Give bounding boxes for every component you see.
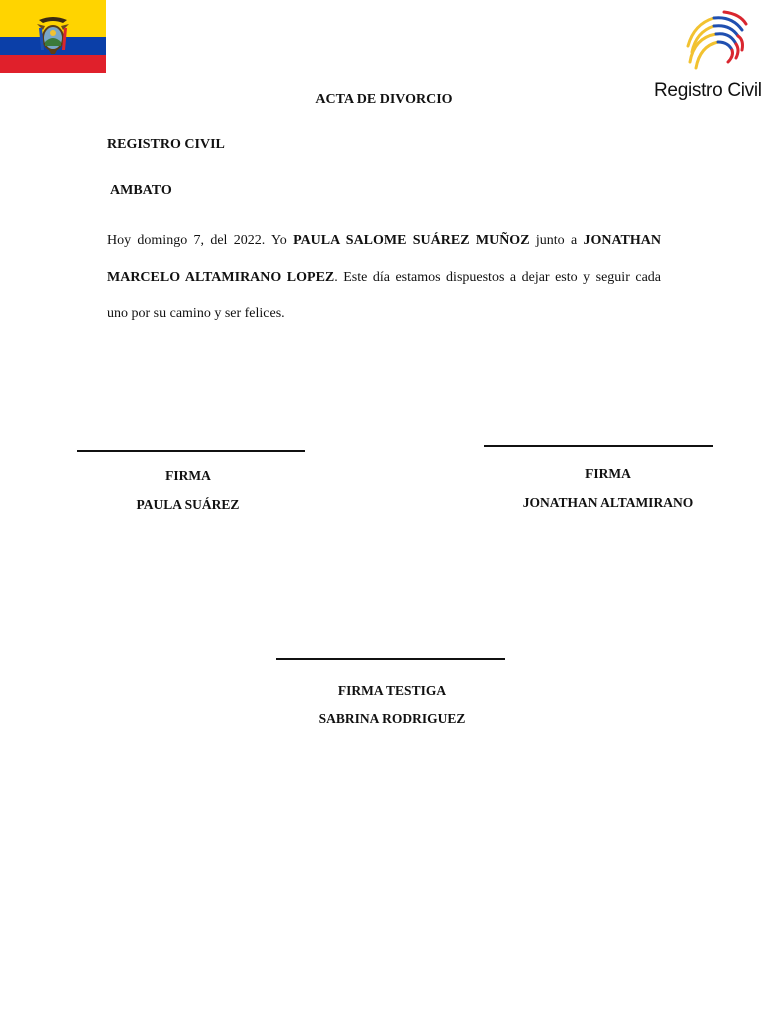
body-text-part: . Este día estamos dispuestos a dejar esto y seguir cada uno por su camino y ser felices. — [107, 269, 661, 321]
signature-name-right: JONATHAN ALTAMIRANO — [522, 495, 694, 510]
body-paragraph — [107, 223, 661, 333]
city-heading: AMBATO — [110, 183, 172, 198]
registro-civil-logo — [652, 6, 764, 102]
person-name-1: PAULA SALOME SUÁREZ MUÑOZ — [293, 233, 530, 248]
signature-label-right: FIRMA — [585, 466, 631, 481]
person-name-2: JONATHAN MARCELO ALTAMIRANO LOPEZ — [107, 233, 662, 285]
registro-civil-fingerprint-icon — [680, 6, 750, 78]
body-text-part: Hoy domingo 7, del 2022. Yo — [107, 233, 294, 248]
ecuador-flag-icon — [0, 0, 106, 73]
document-title: ACTA DE DIVORCIO — [315, 92, 453, 107]
organization-heading: REGISTRO CIVIL — [107, 137, 225, 152]
coat-of-arms-icon — [33, 14, 73, 56]
body-text-part: junto a — [529, 233, 584, 248]
signature-label-left: FIRMA — [165, 468, 211, 483]
signature-line-witness — [276, 658, 505, 660]
flag-red-stripe — [0, 55, 106, 73]
signature-line-left — [77, 450, 305, 452]
signature-name-witness: SABRINA RODRIGUEZ — [318, 711, 466, 726]
signature-name-left: PAULA SUÁREZ — [136, 497, 240, 512]
logo-text: Registro Civil — [654, 80, 762, 101]
signature-line-right — [484, 445, 713, 447]
signature-label-witness: FIRMA TESTIGA — [337, 683, 447, 698]
